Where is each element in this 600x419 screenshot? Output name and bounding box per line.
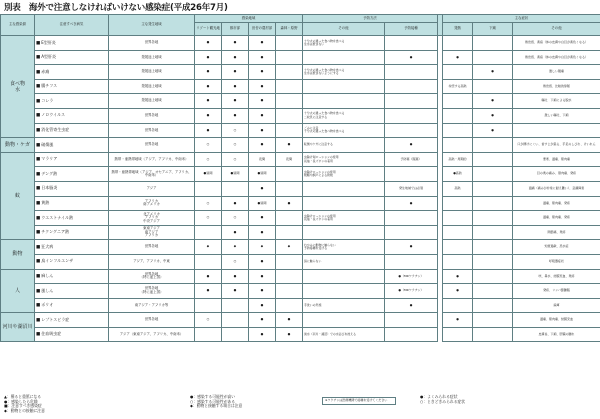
table-row bbox=[1, 36, 600, 51]
risk-mark: ● bbox=[195, 36, 222, 51]
disease-name: ■コレラ bbox=[35, 94, 109, 109]
risk-mark: ● bbox=[249, 65, 276, 80]
legend-note: ※ワクチンは医療機関で接種を受けてください bbox=[322, 397, 396, 405]
header-risk-rural: 田舎の農村部 bbox=[249, 23, 276, 36]
risk-mark: ● bbox=[195, 108, 222, 123]
risk-mark: ● bbox=[249, 298, 276, 313]
diarrhea-cell bbox=[473, 225, 513, 240]
prevention-cell: 十分火の通った食べ物を食べる 二枚貝に注意する bbox=[303, 108, 385, 123]
symptom-cell: 麻痺 bbox=[513, 298, 600, 313]
symptom-cell: 頭痛（痛みが非常に耐え難い）、意識障害 bbox=[513, 181, 600, 196]
risk-mark bbox=[276, 108, 303, 123]
fever-cell: 高熱・周期的 bbox=[443, 152, 473, 167]
header-symptom-group: 主な症状 bbox=[443, 15, 600, 23]
diarrhea-cell: ● bbox=[473, 65, 513, 80]
risk-mark: ● bbox=[222, 50, 249, 65]
legend-item: ○：感染する可能性がある bbox=[190, 398, 236, 404]
risk-mark: ● bbox=[249, 123, 276, 138]
category-cell: 動物 bbox=[1, 240, 35, 269]
prevention-cell: 十分火の通った食べ物を食べる 生水は飲まない bbox=[303, 36, 385, 51]
fever-cell: 高熱 bbox=[443, 181, 473, 196]
disease-name: ■日本脳炎 bbox=[35, 181, 109, 196]
risk-mark: ● bbox=[249, 79, 276, 94]
disease-name: ■チクングニア熱 bbox=[35, 225, 109, 240]
risk-mark: ● bbox=[276, 196, 303, 211]
table-row bbox=[1, 196, 600, 211]
vaccine-cell bbox=[385, 313, 438, 328]
risk-mark: ● bbox=[222, 94, 249, 109]
table-row bbox=[1, 181, 600, 196]
header-diarrhea: 下痢 bbox=[473, 23, 513, 36]
risk-mark: ○ bbox=[222, 138, 249, 153]
diarrhea-cell bbox=[473, 79, 513, 94]
risk-mark bbox=[276, 123, 303, 138]
disease-name: ■デング熱 bbox=[35, 167, 109, 182]
header-risk-resort: リゾート観光地 bbox=[195, 23, 222, 36]
header-risk-forest: 森林・原野 bbox=[276, 23, 303, 36]
risk-mark bbox=[222, 298, 249, 313]
fever-cell bbox=[443, 94, 473, 109]
table-row bbox=[1, 284, 600, 299]
risk-mark bbox=[276, 94, 303, 109]
disease-name: ■黄熱 bbox=[35, 196, 109, 211]
diarrhea-cell bbox=[473, 313, 513, 328]
header-fever: 発熱 bbox=[443, 23, 473, 36]
symptom-cell: 激しい嘔吐、下痢 bbox=[513, 108, 600, 123]
fever-cell bbox=[443, 211, 473, 226]
risk-mark: ◆ bbox=[195, 240, 222, 255]
prevention-cell bbox=[303, 269, 385, 284]
region-cell: 南アジア・アフリカ等 bbox=[109, 298, 195, 313]
diarrhea-cell: ● bbox=[473, 94, 513, 109]
header-prevention-other: その他 bbox=[303, 23, 385, 36]
prevention-cell: 虫除けローションの使用 蚊帳や網戸による防蚊 bbox=[303, 167, 385, 182]
prevention-cell: 十分火の通った食べ物を食べる 生水は飲まないようにする bbox=[303, 65, 385, 80]
vaccine-cell: 予防薬（服薬） bbox=[385, 152, 438, 167]
prevention-cell bbox=[303, 313, 385, 328]
infection-table bbox=[0, 14, 600, 342]
prevention-cell: 虫除け剤ローションの使用 長袖・長ズボンの着用 bbox=[303, 152, 385, 167]
risk-mark bbox=[276, 167, 303, 182]
disease-name: ■消化管寄生虫症 bbox=[35, 123, 109, 138]
risk-mark: ● bbox=[222, 79, 249, 94]
vaccine-cell bbox=[385, 211, 438, 226]
fever-cell: ● bbox=[443, 313, 473, 328]
disease-name: ■鳥インフルエンザ bbox=[35, 254, 109, 269]
risk-mark: ●昼間 bbox=[249, 167, 276, 182]
table-row bbox=[1, 138, 600, 153]
header-risk-group: 感染地域 bbox=[195, 15, 303, 23]
vaccine-cell: ● bbox=[385, 138, 438, 153]
fever-cell bbox=[443, 108, 473, 123]
symptom-cell: 関節痛、発疹 bbox=[513, 225, 600, 240]
risk-mark: ◆ bbox=[276, 240, 303, 255]
risk-mark: ● bbox=[195, 269, 222, 284]
fever-cell: ●高熱 bbox=[443, 167, 473, 182]
risk-mark: ● bbox=[222, 225, 249, 240]
symptom-cell: 倦怠感、黄疸（体の皮膚や白目が黄色くなる） bbox=[513, 36, 600, 51]
risk-mark: ● bbox=[249, 94, 276, 109]
symptom-cell: 目の奥の痛み、筋肉痛、発疹 bbox=[513, 167, 600, 182]
header-prevention-group: 予防方法 bbox=[303, 15, 438, 23]
disease-name: ■赤痢 bbox=[35, 65, 109, 80]
region-cell: アフリカ 南アメリカ bbox=[109, 196, 195, 211]
vaccine-cell bbox=[385, 123, 438, 138]
fever-cell bbox=[443, 65, 473, 80]
category-cell: 食べ物 水 bbox=[1, 36, 35, 138]
risk-mark: ○ bbox=[222, 254, 249, 269]
prevention-cell bbox=[303, 181, 385, 196]
risk-mark bbox=[276, 36, 303, 51]
risk-mark bbox=[276, 50, 303, 65]
risk-mark: ○ bbox=[195, 152, 222, 167]
prevention-cell: 鳥に触らない bbox=[303, 254, 385, 269]
disease-name: ■ウエストナイル熱 bbox=[35, 211, 109, 226]
region-cell: 発展途上地域 bbox=[109, 50, 195, 65]
table-row bbox=[1, 327, 600, 342]
fever-cell bbox=[443, 327, 473, 342]
risk-mark bbox=[276, 269, 303, 284]
risk-mark bbox=[276, 211, 303, 226]
category-cell: 動物・ケガ bbox=[1, 138, 35, 153]
table-row bbox=[1, 152, 600, 167]
risk-mark: ● bbox=[249, 313, 276, 328]
symptom-cell: 咳、鼻水、結膜充血、発疹 bbox=[513, 269, 600, 284]
symptom-cell bbox=[513, 123, 600, 138]
risk-mark bbox=[195, 181, 222, 196]
risk-mark: ● bbox=[249, 211, 276, 226]
risk-mark: ● bbox=[222, 269, 249, 284]
risk-mark: ○ bbox=[195, 138, 222, 153]
page-title: 別表 海外で注意しなければいけない感染症(平成26年7月) bbox=[4, 3, 228, 13]
disease-name: ■A型肝炎 bbox=[35, 50, 109, 65]
table-row bbox=[1, 94, 600, 109]
vaccine-cell: ● bbox=[385, 50, 438, 65]
region-cell: アジア bbox=[109, 181, 195, 196]
vaccine-cell bbox=[385, 327, 438, 342]
vaccine-cell bbox=[385, 65, 438, 80]
risk-mark: ● bbox=[195, 284, 222, 299]
diarrhea-cell bbox=[473, 138, 513, 153]
category-cell: 河川や湖沼川 bbox=[1, 313, 35, 342]
fever-cell bbox=[443, 196, 473, 211]
risk-mark: 夜間 bbox=[249, 152, 276, 167]
table-row bbox=[1, 65, 600, 80]
region-cell: 世界各地 bbox=[109, 138, 195, 153]
risk-mark: ○ bbox=[195, 313, 222, 328]
prevention-cell: 手洗いの実施 bbox=[303, 298, 385, 313]
legend bbox=[0, 393, 600, 419]
fever-cell bbox=[443, 225, 473, 240]
prevention-cell bbox=[303, 94, 385, 109]
region-cell: 北アメリカ アフリカ 中央アジア bbox=[109, 211, 195, 226]
risk-mark: ● bbox=[249, 284, 276, 299]
vaccine-cell: ● bbox=[385, 298, 438, 313]
risk-mark bbox=[222, 327, 249, 342]
disease-name: ■破傷風 bbox=[35, 138, 109, 153]
risk-mark: ● bbox=[249, 181, 276, 196]
risk-mark: ● bbox=[195, 65, 222, 80]
diarrhea-cell bbox=[473, 167, 513, 182]
risk-mark bbox=[276, 181, 303, 196]
risk-mark: ●昼間 bbox=[195, 167, 222, 182]
risk-mark bbox=[276, 225, 303, 240]
risk-mark: 夜間 bbox=[276, 152, 303, 167]
region-cell: 世界各地 （特に途上国） bbox=[109, 284, 195, 299]
risk-mark: ◆ bbox=[222, 240, 249, 255]
legend-item: ■：注意すべき感染症 bbox=[4, 403, 42, 409]
risk-mark: ●昼間 bbox=[222, 167, 249, 182]
region-cell: 東南アジア 南アジア アフリカ bbox=[109, 225, 195, 240]
table-row bbox=[1, 254, 600, 269]
risk-mark bbox=[195, 327, 222, 342]
region-cell: 世界各地 bbox=[109, 313, 195, 328]
table-row bbox=[1, 225, 600, 240]
category-cell: 蚊 bbox=[1, 152, 35, 240]
legend-item: ▲：罹ると重篤になる bbox=[4, 394, 42, 399]
symptom-cell: 口が開けにくい、首すじが張る、手足のしびれ、けいれん bbox=[513, 138, 600, 153]
symptom-cell: 頭痛、筋肉痛、結膜充血 bbox=[513, 313, 600, 328]
fever-cell: 持続する高熱 bbox=[443, 79, 473, 94]
fever-cell bbox=[443, 298, 473, 313]
risk-mark: ● bbox=[249, 108, 276, 123]
vaccine-cell: ● bbox=[385, 240, 438, 255]
risk-mark: ● bbox=[249, 138, 276, 153]
legend-item: ◆：動物との接触に注意 bbox=[4, 407, 45, 413]
risk-mark: ● bbox=[195, 123, 222, 138]
disease-name: ■住血吸虫症 bbox=[35, 327, 109, 342]
risk-mark bbox=[222, 313, 249, 328]
legend-item: ●：感染する可能性が高い bbox=[190, 394, 236, 399]
symptom-cell: 頭痛、筋肉痛、発疹 bbox=[513, 196, 600, 211]
prevention-cell: むやみに動物に触らない 予防接種を受ける bbox=[303, 240, 385, 255]
header-vaccine: 予防接種 bbox=[385, 23, 438, 36]
diarrhea-cell bbox=[473, 196, 513, 211]
symptom-cell: 激しい腹痛 bbox=[513, 65, 600, 80]
prevention-cell: 転倒やケガに注意する bbox=[303, 138, 385, 153]
region-cell: 発展途上地域 bbox=[109, 94, 195, 109]
table-row bbox=[1, 313, 600, 328]
diarrhea-cell bbox=[473, 211, 513, 226]
symptom-cell: 発疹、リンパ節腫脹 bbox=[513, 284, 600, 299]
risk-mark: ● bbox=[249, 36, 276, 51]
vaccine-cell: ● bbox=[385, 196, 438, 211]
symptom-cell: 倦怠感、比較的徐脈 bbox=[513, 79, 600, 94]
region-cell: 世界各地 bbox=[109, 240, 195, 255]
vaccine-cell bbox=[385, 108, 438, 123]
risk-mark bbox=[276, 65, 303, 80]
risk-mark: ● bbox=[222, 284, 249, 299]
legend-item: ●：感染したら危険 bbox=[4, 398, 38, 404]
header-region: 主な発生地域 bbox=[109, 15, 195, 36]
vaccine-cell: ●（MRワクチン） bbox=[385, 269, 438, 284]
symptom-cell: 倦怠感、黄疸（体の皮膚や白目が黄色くなる） bbox=[513, 50, 600, 65]
risk-mark: ● bbox=[276, 313, 303, 328]
fever-cell bbox=[443, 254, 473, 269]
risk-mark bbox=[195, 254, 222, 269]
diarrhea-cell bbox=[473, 254, 513, 269]
diarrhea-cell bbox=[473, 240, 513, 255]
table-row bbox=[1, 211, 600, 226]
table-row bbox=[1, 79, 600, 94]
disease-name: ■狂犬病 bbox=[35, 240, 109, 255]
disease-name: ■マラリア bbox=[35, 152, 109, 167]
risk-mark: ●昼間 bbox=[249, 196, 276, 211]
table-row bbox=[1, 50, 600, 65]
header-other-symptoms: その他 bbox=[513, 23, 600, 36]
region-cell: 発展途上地域 bbox=[109, 65, 195, 80]
vaccine-cell bbox=[385, 94, 438, 109]
risk-mark bbox=[195, 298, 222, 313]
prevention-cell: ごみに注意 十分火の通った食べ物を食べる bbox=[303, 123, 385, 138]
disease-name: ■麻しん bbox=[35, 269, 109, 284]
diarrhea-cell bbox=[473, 269, 513, 284]
legend-item: ○：ときどきみられる症状 bbox=[420, 398, 466, 404]
category-cell: 人 bbox=[1, 269, 35, 313]
prevention-cell bbox=[303, 196, 385, 211]
risk-mark bbox=[276, 79, 303, 94]
symptom-cell: 頭痛、筋肉痛、発疹 bbox=[513, 211, 600, 226]
prevention-cell: 淡水（河川・湖沼）での水浴びを控える bbox=[303, 327, 385, 342]
risk-mark: ● bbox=[249, 225, 276, 240]
diarrhea-cell bbox=[473, 181, 513, 196]
disease-name: ■ポリオ bbox=[35, 298, 109, 313]
risk-mark: ● bbox=[195, 50, 222, 65]
risk-mark: ● bbox=[222, 65, 249, 80]
symptom-cell: 皮膚炎、下痢、肝臓の腫れ bbox=[513, 327, 600, 342]
risk-mark bbox=[222, 181, 249, 196]
vaccine-cell bbox=[385, 36, 438, 51]
prevention-cell: 虫除けローションの使用 長袖・長ズボンの着用 bbox=[303, 211, 385, 226]
risk-mark: ● bbox=[276, 138, 303, 153]
vaccine-cell bbox=[385, 79, 438, 94]
table-row bbox=[1, 123, 600, 138]
symptom-cell: 悪寒、頭痛、筋肉痛 bbox=[513, 152, 600, 167]
table-row bbox=[1, 240, 600, 255]
disease-name: ■レプトスピラ症 bbox=[35, 313, 109, 328]
header-risk-urban: 都市部 bbox=[222, 23, 249, 36]
diarrhea-cell bbox=[473, 327, 513, 342]
risk-mark: ● bbox=[249, 50, 276, 65]
disease-name: ■風しん bbox=[35, 284, 109, 299]
diarrhea-cell bbox=[473, 152, 513, 167]
risk-mark: ◆ bbox=[249, 240, 276, 255]
risk-mark: ○ bbox=[222, 152, 249, 167]
legend-item: ●：よくみられる症状 bbox=[420, 394, 458, 399]
vaccine-cell bbox=[385, 225, 438, 240]
vaccine-cell: ●（MRワクチン） bbox=[385, 284, 438, 299]
risk-mark: ● bbox=[276, 327, 303, 342]
symptom-cell: 嘔吐 下痢による脱水 bbox=[513, 94, 600, 109]
disease-name: ■E型肝炎 bbox=[35, 36, 109, 51]
region-cell: 世界各地 bbox=[109, 123, 195, 138]
diarrhea-cell bbox=[473, 50, 513, 65]
table-row bbox=[1, 269, 600, 284]
diarrhea-cell bbox=[473, 298, 513, 313]
vaccine-cell: 発生地域では必須 bbox=[385, 181, 438, 196]
risk-mark: ● bbox=[249, 327, 276, 342]
region-cell: 世界各地 （特に途上国） bbox=[109, 269, 195, 284]
region-cell: アジア（東南アジア、アフリカ、中南米） bbox=[109, 327, 195, 342]
prevention-cell bbox=[303, 284, 385, 299]
table-row bbox=[1, 167, 600, 182]
risk-mark bbox=[276, 254, 303, 269]
vaccine-cell bbox=[385, 254, 438, 269]
symptom-cell: 知覚過敏、恐水症 bbox=[513, 240, 600, 255]
diarrhea-cell bbox=[473, 36, 513, 51]
risk-mark: ○ bbox=[195, 211, 222, 226]
risk-mark: ● bbox=[195, 79, 222, 94]
region-cell: 発展途上地域 bbox=[109, 79, 195, 94]
prevention-cell bbox=[303, 50, 385, 65]
fever-cell bbox=[443, 36, 473, 51]
prevention-cell bbox=[303, 225, 385, 240]
region-cell: 熱帯・亜熱帯地域（アジア、アフリカ、中南米） bbox=[109, 152, 195, 167]
risk-mark: ○ bbox=[195, 196, 222, 211]
fever-cell: ● bbox=[443, 269, 473, 284]
risk-mark: ○ bbox=[222, 211, 249, 226]
fever-cell: ● bbox=[443, 284, 473, 299]
fever-cell bbox=[443, 138, 473, 153]
diarrhea-cell bbox=[473, 284, 513, 299]
table-row bbox=[1, 108, 600, 123]
prevention-cell bbox=[303, 79, 385, 94]
table-row bbox=[1, 298, 600, 313]
risk-mark: ○ bbox=[222, 123, 249, 138]
header-disease: 注意すべき病気 bbox=[35, 15, 109, 36]
risk-mark bbox=[276, 298, 303, 313]
region-cell: 熱帯・亜熱帯地域（アジア、オセアニア、アフリカ、中南米） bbox=[109, 167, 195, 182]
region-cell: 世界各地 bbox=[109, 108, 195, 123]
risk-mark: ● bbox=[195, 94, 222, 109]
risk-mark bbox=[195, 225, 222, 240]
legend-item: ◆：動物と接触する場合は注意 bbox=[190, 403, 243, 409]
symptom-cell: 呼吸器症状 bbox=[513, 254, 600, 269]
header-category: 主な感染源 bbox=[1, 15, 35, 36]
diarrhea-cell: ● bbox=[473, 108, 513, 123]
fever-cell bbox=[443, 240, 473, 255]
risk-mark: ● bbox=[222, 196, 249, 211]
region-cell: アジア、アフリカ、中東 bbox=[109, 254, 195, 269]
fever-cell bbox=[443, 123, 473, 138]
risk-mark: ● bbox=[249, 269, 276, 284]
vaccine-cell bbox=[385, 167, 438, 182]
risk-mark bbox=[276, 284, 303, 299]
risk-mark: ● bbox=[222, 108, 249, 123]
diarrhea-cell: ● bbox=[473, 123, 513, 138]
fever-cell: ● bbox=[443, 50, 473, 65]
disease-name: ■腸チフス bbox=[35, 79, 109, 94]
risk-mark: ● bbox=[222, 36, 249, 51]
region-cell: 世界各地 bbox=[109, 36, 195, 51]
risk-mark: ● bbox=[249, 254, 276, 269]
disease-name: ■ノロウイルス bbox=[35, 108, 109, 123]
